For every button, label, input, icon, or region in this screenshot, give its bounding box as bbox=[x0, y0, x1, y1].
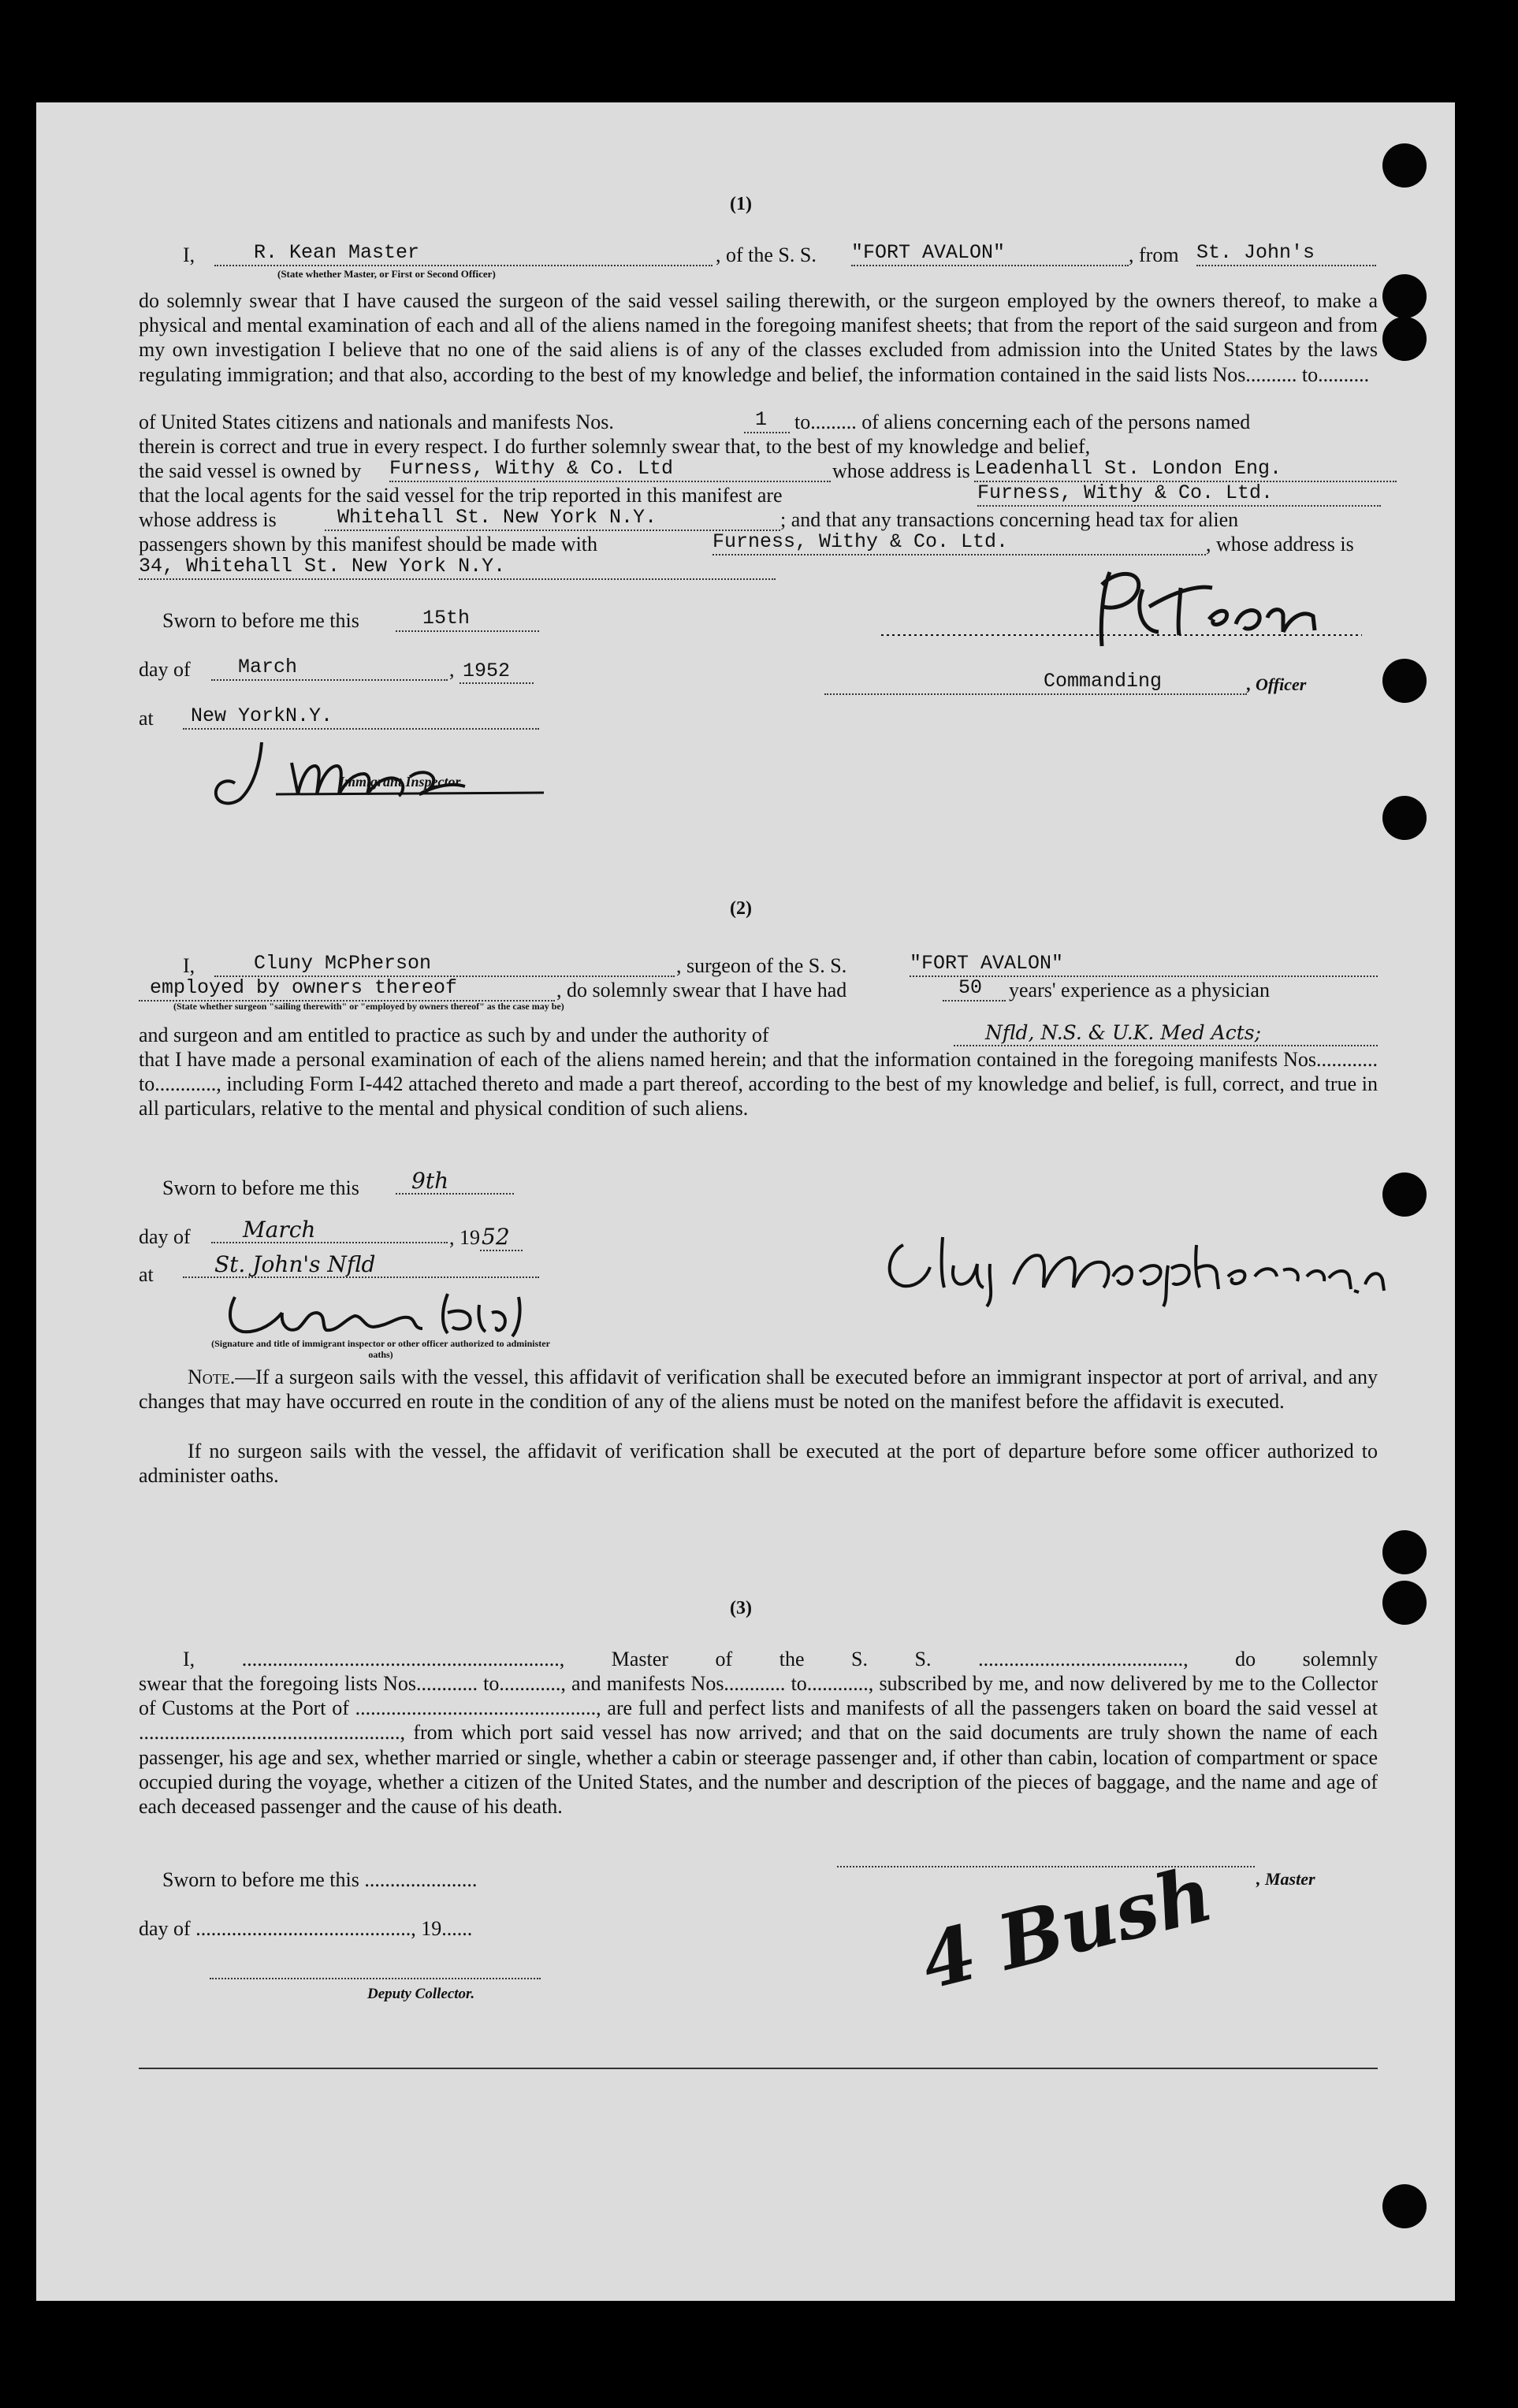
s1-year: , 1952 bbox=[449, 657, 534, 683]
s2-state-note: (State whether surgeon "sailing therewith" or "employed by owners thereof" as the case may be) bbox=[173, 1001, 564, 1012]
s2-year: , 1952 bbox=[449, 1224, 523, 1250]
punch-hole bbox=[1382, 1581, 1427, 1625]
section-heading-3: (3) bbox=[730, 1598, 752, 1618]
s2-line2-a: and surgeon and am entitled to practice as such by and under the authority of bbox=[139, 1024, 769, 1046]
s2-sig-note: (Signature and title of immigrant inspector or other officer authorized to administer oaths) bbox=[211, 1338, 550, 1360]
s1-from-port: St. John's bbox=[1196, 241, 1376, 266]
s1-line-owned-a: the said vessel is owned by bbox=[139, 459, 362, 482]
s1-line-address-a: whose address is bbox=[139, 508, 277, 531]
bottom-rule bbox=[139, 2068, 1378, 2069]
s1-officer-label: , Officer bbox=[1247, 674, 1307, 694]
s1-line-manifest-a: of United States citizens and nationals and manifests Nos. bbox=[139, 411, 614, 433]
s2-note2: If no surgeon sails with the vessel, the affidavit of verification shall be executed at the port of departure before some officer authorized to administer oaths. bbox=[139, 1440, 1378, 1488]
s1-commanding: Commanding bbox=[824, 670, 1247, 695]
s3-line1: I, .............................................................., Master of the S. S. ........................................, do solemnly bbox=[183, 1648, 1378, 1670]
s3-sworn: Sworn to before me this ...................... bbox=[162, 1868, 478, 1891]
s3-day: day of .........................................., 19...... bbox=[139, 1917, 473, 1940]
s1-sworn-day: 15th bbox=[396, 607, 539, 632]
s1-line-owned-b: whose address is bbox=[832, 459, 970, 482]
s3-master-label: , Master bbox=[1256, 1869, 1315, 1889]
s1-agents: Furness, Withy & Co. Ltd. bbox=[977, 481, 1381, 507]
s1-place: New YorkN.Y. bbox=[183, 704, 539, 730]
s2-sworn: Sworn to before me this bbox=[162, 1176, 359, 1199]
s2-years: 50 bbox=[943, 976, 1006, 1001]
deputy-signature-line bbox=[210, 1978, 541, 1979]
s2-employed: employed by owners thereof bbox=[139, 976, 555, 1001]
s1-line-agents: that the local agents for the said vessel for the trip reported in this manifest are bbox=[139, 484, 783, 507]
section-heading-2: (2) bbox=[730, 898, 752, 919]
s2-year-prefix: 19 bbox=[459, 1226, 480, 1249]
s1-vessel: "FORT AVALON" bbox=[851, 241, 1129, 266]
immigrant-inspector-label: Immigrant Inspector. bbox=[339, 774, 464, 790]
s2-i: I, bbox=[183, 954, 195, 977]
s2-note-label: Note. bbox=[188, 1366, 236, 1388]
s1-line-manifest-b: to......... of aliens concerning each of the persons named bbox=[794, 411, 1251, 433]
s2-at: at bbox=[139, 1263, 154, 1286]
s3-paragraph: swear that the foregoing lists Nos............ to............, and manifests Nos............ to............, subscribed by me, and now delivered by me to the Collector of Customs at the Port of ..............................................., are full and perfect lists and manifests of all the passengers taken on board the said vessel at ..................................................., from which port said vessel has now arrived; and that on the said documents are truly shown the name of each passenger, his age and sex, whether married or single, whether a cabin or steerage passenger and, if other than cabin, location of compartment or space occupied during the voyage, whether a citizen of the United States, and the number and description of the pieces of baggage, and the name and age of each deceased passenger and the cause of his death. bbox=[139, 1672, 1378, 1819]
master-signature bbox=[865, 561, 1386, 656]
s1-owner: Furness, Withy & Co. Ltd bbox=[389, 457, 831, 482]
surgeon-signature bbox=[872, 1221, 1392, 1308]
punch-hole bbox=[1382, 2184, 1427, 2228]
manifest-page bbox=[36, 102, 1455, 2301]
s2-month: March bbox=[211, 1218, 448, 1243]
s1-from-label: , from bbox=[1129, 243, 1179, 266]
s1-manifest-no: 1 bbox=[744, 408, 790, 433]
s2-vessel: "FORT AVALON" bbox=[910, 952, 1378, 977]
punch-hole bbox=[1382, 143, 1427, 188]
handwritten-note: 4 Bush bbox=[912, 1849, 1222, 2007]
s1-state-note: (State whether Master, or First or Second Officer) bbox=[277, 268, 496, 280]
s1-at: at bbox=[139, 707, 154, 730]
punch-hole bbox=[1382, 317, 1427, 361]
s2-line1-c: years' experience as a physician bbox=[1009, 979, 1270, 1001]
punch-hole bbox=[1382, 1530, 1427, 1574]
punch-hole bbox=[1382, 659, 1427, 703]
section-heading-1: (1) bbox=[730, 194, 752, 214]
s1-line-passengers-b: , whose address is bbox=[1206, 533, 1354, 556]
punch-hole bbox=[1382, 796, 1427, 840]
s1-agents-address: Whitehall St. New York N.Y. bbox=[325, 506, 780, 531]
s1-line-passengers-a: passengers shown by this manifest should be made with bbox=[139, 533, 598, 556]
s1-sworn: Sworn to before me this bbox=[162, 609, 359, 632]
s2-authority: Nfld, N.S. & U.K. Med Acts; bbox=[954, 1021, 1378, 1046]
s1-master-name: R. Kean Master bbox=[214, 241, 712, 266]
s2-sworn-day: 9th bbox=[396, 1169, 514, 1195]
s1-of-ss: , of the S. S. bbox=[716, 243, 817, 266]
s1-owner-address: Leadenhall St. London Eng. bbox=[974, 457, 1397, 482]
s1-month: March bbox=[211, 656, 448, 681]
s2-surgeon-of: , surgeon of the S. S. bbox=[676, 954, 847, 977]
s2-line1-b: , do solemnly swear that I have had bbox=[556, 979, 847, 1001]
s1-headtax: Furness, Withy & Co. Ltd. bbox=[712, 530, 1206, 556]
s1-line-therein: therein is correct and true in every respect. I do further solemnly swear that, to the best of my knowledge and belief, bbox=[139, 435, 1091, 458]
s2-surgeon-name: Cluny McPherson bbox=[214, 952, 675, 977]
punch-hole bbox=[1382, 1172, 1427, 1217]
inspector-signature bbox=[197, 731, 560, 810]
s1-headtax-address: 34, Whitehall St. New York N.Y. bbox=[139, 555, 776, 580]
s2-note bbox=[139, 1365, 1378, 1414]
deputy-collector-label: Deputy Collector. bbox=[367, 1986, 475, 2002]
s2-note-text: —If a surgeon sails with the vessel, this affidavit of verification shall be executed before an immigrant inspector at port of arrival, and any changes that may have occurred en route in the condition of any of the aliens must be noted on the manifest before the affidavit is executed. bbox=[139, 1366, 1378, 1414]
s2-paragraph: that I have made a personal examination of each of the aliens named herein; and that the information contained in the foregoing manifests Nos............ to............, including Form I-442 attached thereto and made a part thereof, according to the best of my knowledge and belief, is full, correct, and true in all particulars, relative to the mental and physical condition of such aliens. bbox=[139, 1048, 1378, 1120]
s1-i: I, bbox=[183, 243, 195, 266]
s1-year-value: 1952 bbox=[459, 660, 534, 684]
s2-year-suffix: 52 bbox=[480, 1224, 523, 1251]
s2-place: St. John's Nfld bbox=[183, 1253, 539, 1278]
s1-line-address-b: ; and that any transactions concerning head tax for alien bbox=[780, 508, 1239, 531]
punch-hole bbox=[1382, 274, 1427, 318]
s2-authority-text: Nfld, N.S. & U.K. Med Acts bbox=[985, 1021, 1255, 1044]
s1-day-of: day of bbox=[139, 658, 191, 681]
s1-paragraph: do solemnly swear that I have caused the surgeon of the said vessel sailing therewith, or the surgeon employed by the owners thereof, to make a physical and mental examination of each and all of the aliens named in the foregoing manifest sheets; that from the report of the said surgeon and from my own investigation I believe that no one of the said aliens is of any of the classes excluded from admission into the United States by the laws regulating immigration; and that also, according to the best of my knowledge and belief, the information contained in the said lists Nos.......... to.......... bbox=[139, 289, 1378, 386]
s2-day-of: day of bbox=[139, 1225, 191, 1248]
officer-signature bbox=[188, 1281, 597, 1344]
